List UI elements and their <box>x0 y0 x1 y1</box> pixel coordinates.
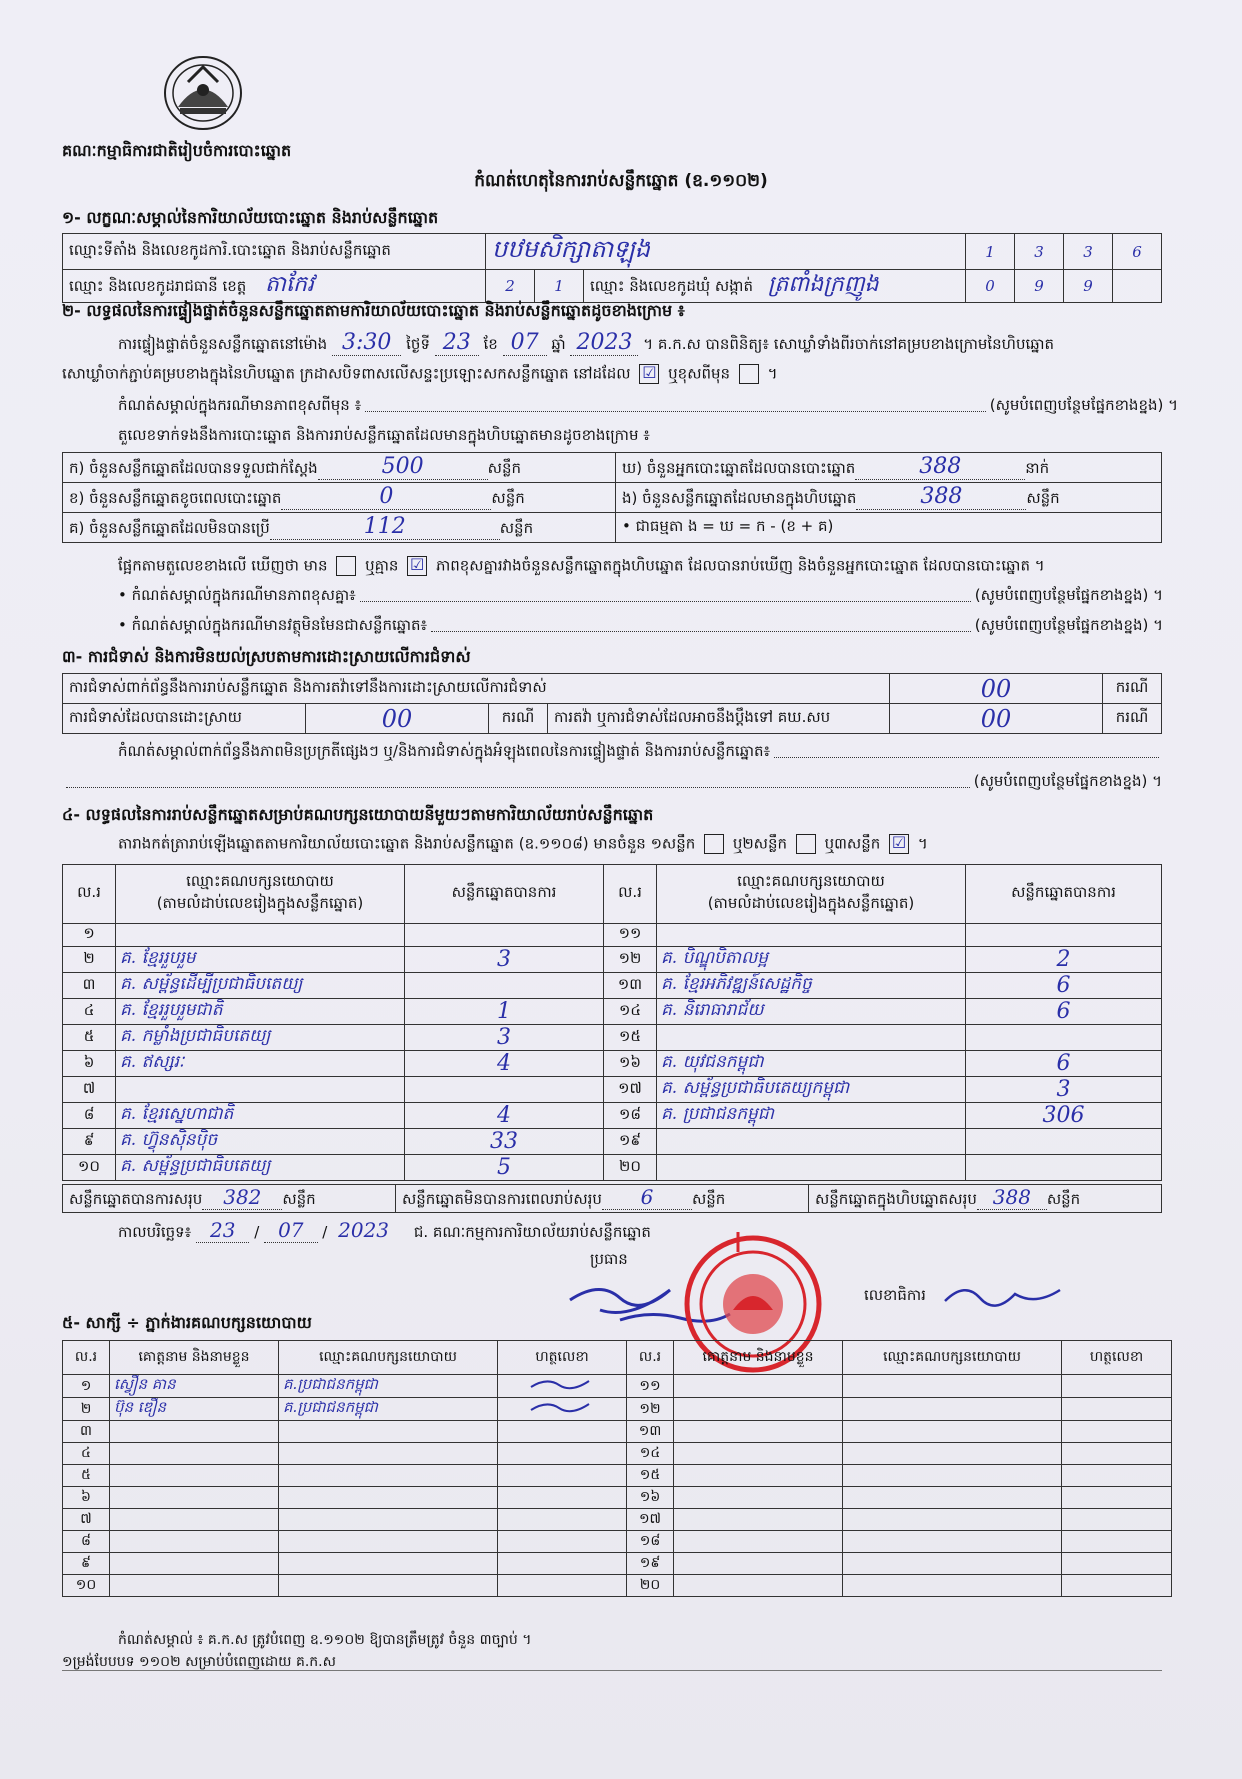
witness-party <box>279 1553 498 1575</box>
vote-count <box>966 1129 1162 1155</box>
row-no: ១៣ <box>604 973 657 999</box>
col-sign: ហត្ថលេខា <box>498 1341 627 1375</box>
commune-code-digit: 9 <box>1064 270 1113 303</box>
tally-sheet-line <box>118 834 928 857</box>
appeal-value: 00 <box>890 704 1103 734</box>
footer-text: ១ម្រង់បែបបទ ១១០២ សម្រាប់បំពេញដោយ គ.ក.ស <box>62 1654 336 1670</box>
site-code-digit: 3 <box>1064 234 1113 270</box>
table-row <box>63 947 1162 973</box>
province-value: តាកែវ <box>265 272 314 297</box>
seal-note-suffix: (សូមបំពេញបន្ថែមផ្នែកខាងខ្នង) ។ <box>989 396 1178 414</box>
row-no: ១០ <box>63 1155 116 1181</box>
row-no: ៥ <box>63 1465 110 1487</box>
vote-count: 3 <box>405 947 604 973</box>
tally-end: ។ <box>917 834 928 853</box>
tally-sheet-label: តារាងកត់ត្រារាប់ឡើងឆ្នោតតាមការិយាល័យបោះឆ្នោត និងរាប់សន្លឹកឆ្នោត (ឧ.១១០៨) មានចំនួន ១សន្លឹក <box>118 834 696 853</box>
commune-code-digit: 0 <box>966 270 1015 303</box>
objections-value: 00 <box>890 674 1103 704</box>
witness-party <box>843 1575 1062 1597</box>
table-row <box>63 1375 1172 1398</box>
vote-count: 1 <box>405 999 604 1025</box>
date-year: 2023 <box>338 1218 390 1242</box>
bullet2-suffix: (សូមបំពេញបន្ថែមផ្នែកខាងខ្នង) ។ <box>974 616 1163 634</box>
row-no: ១០ <box>63 1575 110 1597</box>
row-no: ២ <box>63 1398 110 1421</box>
witness-party <box>843 1465 1062 1487</box>
table-row <box>63 1421 1172 1443</box>
table-row <box>63 924 1162 947</box>
table-row <box>63 973 1162 999</box>
unused-value: 112 <box>270 514 500 540</box>
witness-name <box>674 1575 843 1597</box>
witness-party <box>843 1487 1062 1509</box>
vote-count: 6 <box>966 999 1162 1025</box>
unit-label: ករណី <box>1103 704 1162 734</box>
vote-count: 3 <box>966 1077 1162 1103</box>
col-no: ល.រ <box>63 865 116 924</box>
row-no: ៦ <box>63 1051 116 1077</box>
vote-count: 4 <box>405 1103 604 1129</box>
vote-count: 3 <box>405 1025 604 1051</box>
row-no: ១១ <box>604 924 657 947</box>
site-code-digit: 1 <box>966 234 1015 270</box>
row-no: ១ <box>63 924 116 947</box>
table-row <box>63 1398 1172 1421</box>
witness-signature <box>1062 1575 1172 1597</box>
party-name <box>657 924 966 947</box>
vote-count: 6 <box>966 973 1162 999</box>
party-name: គ. សម្ព័ន្ធប្រជាធិបតេយ្យ <box>116 1155 405 1181</box>
col-no: ល.រ <box>63 1341 110 1375</box>
party-name: គ. និរោធារាជ័យ <box>657 999 966 1025</box>
witness-signature <box>498 1487 627 1509</box>
witness-party <box>279 1575 498 1597</box>
col-party: ឈ្មោះគណបក្សនយោបាយ <box>279 1341 498 1375</box>
verify-line <box>118 330 1054 357</box>
sheets-2-label: ឬ២សន្លឹក <box>732 834 788 853</box>
table-row <box>63 1487 1172 1509</box>
row-no: ៦ <box>63 1487 110 1509</box>
party-name: គ. សម្ព័ន្ធដើម្បីប្រជាធិបតេយ្យ <box>116 973 405 999</box>
witness-name <box>110 1487 279 1509</box>
site-code-digit: 6 <box>1113 234 1162 270</box>
section3-heading: ៣- ការជំទាស់ និងការមិនយល់ស្របតាមការដោះស្រាយលើការជំទាស់ <box>62 647 471 666</box>
changed-checkbox[interactable] <box>739 364 759 384</box>
verify-month: 07 <box>503 330 547 356</box>
row-no: ១២ <box>627 1398 674 1421</box>
changed-label: ឬខុសពីមុន <box>668 364 731 383</box>
date-day: 23 <box>196 1218 249 1243</box>
voters-label: ឃ) ចំនួនអ្នកបោះឆ្នោតដែលបានបោះឆ្នោត <box>622 459 856 477</box>
witness-signature <box>1062 1487 1172 1509</box>
witness-signature <box>1062 1421 1172 1443</box>
witness-signature <box>498 1443 627 1465</box>
table-row <box>63 1155 1162 1181</box>
resolved-label: ការជំទាស់ដែលបានដោះស្រាយ <box>63 704 306 734</box>
irregularity-note-line <box>118 742 1163 764</box>
row-no: ៨ <box>63 1531 110 1553</box>
signature-scribble <box>527 1375 597 1393</box>
commune-label: ឈ្មោះ និងលេខកូដឃុំ សង្កាត់ <box>590 277 753 295</box>
received-label: ក) ចំនួនសន្លឹកឆ្នោតដែលបានទទួលជាក់ស្តែង <box>69 459 318 477</box>
seal-line <box>62 364 778 387</box>
party-name: គ. យុវជនកម្ពុជា <box>657 1051 966 1077</box>
sheets-3-label: ឬ៣សន្លឹក <box>824 834 881 853</box>
row-no: ៤ <box>63 1443 110 1465</box>
sheets-checked-checkbox[interactable]: ☑ <box>889 834 909 854</box>
witness-name <box>674 1509 843 1531</box>
witness-signature <box>1062 1398 1172 1421</box>
formula: • ជាធម្មតា ង = ឃ = ក - (ខ + គ) <box>616 513 1162 543</box>
vote-count: 33 <box>405 1129 604 1155</box>
party-name: គ. សម្ព័ន្ធប្រជាធិបតេយ្យកម្ពុជា <box>657 1077 966 1103</box>
witness-signature <box>1062 1509 1172 1531</box>
verify-day: 23 <box>435 330 479 356</box>
witness-party <box>843 1421 1062 1443</box>
unit-label: សន្លឹក <box>282 1190 316 1208</box>
row-no: ១២ <box>604 947 657 973</box>
witness-name <box>674 1421 843 1443</box>
ballot-figures-table <box>62 452 1162 543</box>
verify-time: 3:30 <box>332 330 401 356</box>
site-code-digit: 3 <box>1015 234 1064 270</box>
row-no: ៤ <box>63 999 116 1025</box>
commune-value: ត្រពាំងក្រញូង <box>767 272 879 297</box>
party-name <box>116 1077 405 1103</box>
table-row <box>63 1575 1172 1597</box>
party-name: គ. ឥស្សរៈ <box>116 1051 405 1077</box>
row-no: ២ <box>63 947 116 973</box>
secretary-signature <box>940 1276 1070 1316</box>
chair-label: ប្រធាន <box>590 1250 628 1268</box>
row-no: ១៤ <box>627 1443 674 1465</box>
site-name-value: បឋមសិក្សាតាឡុង <box>486 234 966 270</box>
row-no: ១៥ <box>627 1465 674 1487</box>
date-month: 07 <box>264 1218 317 1243</box>
witness-party <box>279 1487 498 1509</box>
discrepancy-has-label: ផ្អែកតាមតួលេខខាងលើ ឃើញថា មាន <box>118 556 328 575</box>
box-total-value: 388 <box>977 1185 1047 1210</box>
site-name-label: ឈ្មោះទីតាំង និងលេខកូដការិ.បោះឆ្នោត និងរាប់សន្លឹកឆ្នោត <box>63 234 486 270</box>
table-row <box>63 1025 1162 1051</box>
row-no: ២០ <box>627 1575 674 1597</box>
witness-name <box>674 1398 843 1421</box>
table-row <box>63 1443 1172 1465</box>
sheets-2-checkbox[interactable] <box>704 834 724 854</box>
discrepancy-text: ភាពខុសគ្នារវាងចំនួនសន្លឹកឆ្នោតក្នុងហិបឆ្នោត ដែលបានរាប់ឃើញ និងចំនួនអ្នកបោះឆ្នោត ដែលបានបោះឆ្នោត ។ <box>435 556 1045 575</box>
resolved-value: 00 <box>306 704 489 734</box>
party-name: គ. ខ្មែរស្នេហាជាតិ <box>116 1103 405 1129</box>
col-party-sub: (តាមលំដាប់លេខរៀងក្នុងសន្លឹកឆ្នោត) <box>707 894 915 912</box>
party-name: គ. ខ្មែររួបរួមជាតិ <box>116 999 405 1025</box>
irregularity-suffix: (សូមបំពេញបន្ថែមផ្នែកខាងខ្នង) ។ <box>973 772 1162 790</box>
witness-name <box>110 1509 279 1531</box>
vote-count: 2 <box>966 947 1162 973</box>
verify-day-label: ថ្ងៃទី <box>406 335 430 353</box>
unused-label: គ) ចំនួនសន្លឹកឆ្នោតដែលមិនបានប្រើ <box>69 519 270 537</box>
in-box-label: ង) ចំនួនសន្លឹកឆ្នោតដែលមានក្នុងហិបឆ្នោត <box>622 489 857 507</box>
secretary <box>864 1286 926 1308</box>
party-name: គ. កម្លាំងប្រជាធិបតេយ្យ <box>116 1025 405 1051</box>
unit-label: សន្លឹក <box>491 489 525 507</box>
col-party: ឈ្មោះគណបក្សនយោបាយ <box>843 1341 1062 1375</box>
table-row <box>63 1051 1162 1077</box>
witness-party: គ.ប្រជាជនកម្ពុជា <box>279 1375 498 1398</box>
row-no: ៣ <box>63 973 116 999</box>
witness-signature <box>498 1531 627 1553</box>
witness-name: ប៊ុន ឌឿន <box>110 1398 279 1421</box>
table-row <box>63 1553 1172 1575</box>
party-name <box>657 1155 966 1181</box>
witness-party <box>843 1398 1062 1421</box>
vote-count <box>966 1025 1162 1051</box>
in-box-value: 388 <box>856 484 1026 510</box>
col-party-title: ឈ្មោះគណបក្សនយោបាយ <box>737 872 885 890</box>
witness-name <box>674 1487 843 1509</box>
witness-signature <box>1062 1443 1172 1465</box>
objections-label: ការជំទាស់ពាក់ព័ន្ធនឹងការរាប់សន្លឹកឆ្នោត និងការតវ៉ាទៅនឹងការដោះស្រាយលើការជំទាស់ <box>63 674 890 704</box>
vote-count <box>966 924 1162 947</box>
seal-text: សោឃ្លាំចាក់ភ្ជាប់គម្របខាងក្នុងនៃហិបឆ្នោត ក្រដាសបិទពាសលើសន្ទះប្រឡោះសកសន្លឹកឆ្នោត នៅដដែល <box>62 364 631 383</box>
seal-note-line <box>118 396 1178 418</box>
party-name <box>657 1025 966 1051</box>
table-row <box>63 1129 1162 1155</box>
page-title: កំណត់ហេតុនៃការរាប់សន្លឹកឆ្នោត (ឧ.១១០២) <box>474 171 768 191</box>
witness-party <box>843 1553 1062 1575</box>
committee-name: គណៈកម្មាធិការជាតិរៀបចំការបោះឆ្នោត <box>62 141 292 160</box>
witness-party <box>279 1443 498 1465</box>
unit-label: សន្លឹក <box>1046 1190 1081 1208</box>
valid-total-label: សន្លឹកឆ្នោតបានការសរុប <box>69 1190 203 1208</box>
spoiled-value: 0 <box>281 484 491 510</box>
witness-name <box>674 1443 843 1465</box>
received-value: 500 <box>318 454 488 480</box>
appeal-label: ការតវ៉ា ឬការជំទាស់ដែលអាចនឹងប្តឹងទៅ គឃ.សប <box>548 704 890 734</box>
vote-count: 5 <box>405 1155 604 1181</box>
col-name: គោត្តនាម និងនាមខ្លួន <box>674 1341 843 1375</box>
unchanged-checkbox[interactable]: ☑ <box>639 364 659 384</box>
party-name <box>116 924 405 947</box>
verify-month-label: ខែ <box>483 335 498 353</box>
date-label: កាលបរិច្ឆេទ៖ <box>118 1223 192 1241</box>
witness-signature <box>498 1398 627 1421</box>
witness-name <box>110 1421 279 1443</box>
valid-total-value: 382 <box>202 1185 282 1210</box>
col-no: ល.រ <box>604 865 657 924</box>
voters-value: 388 <box>855 454 1025 480</box>
party-name: គ. ហ៊្វុនស៊ិនប៉ិច <box>116 1129 405 1155</box>
party-name: គ. បិណ្ឌុបិតាលម្អ <box>657 947 966 973</box>
witness-name <box>674 1553 843 1575</box>
row-no: ៩ <box>63 1129 116 1155</box>
row-no: ១ <box>63 1375 110 1398</box>
discrepancy-line <box>118 556 1045 579</box>
irregularity-fill-line <box>62 772 1162 794</box>
witness-name <box>674 1375 843 1398</box>
witness-signature <box>1062 1553 1172 1575</box>
row-no: ១៦ <box>604 1051 657 1077</box>
witness-name <box>674 1531 843 1553</box>
witness-name: ស្វឿន គាន <box>110 1375 279 1398</box>
witness-name <box>110 1553 279 1575</box>
bullet1-label: • កំណត់សម្គាល់ក្នុងករណីមានភាពខុសគ្នា៖ <box>118 586 356 604</box>
invalid-total-value: 6 <box>602 1185 692 1210</box>
row-no: ១៧ <box>604 1077 657 1103</box>
party-name: គ. ខ្មែរអភិវឌ្ឍន៍សេដ្ឋកិច្ច <box>657 973 966 999</box>
row-no: ១៦ <box>627 1487 674 1509</box>
discrepancy-none-checkbox[interactable]: ☑ <box>407 556 427 576</box>
witness-signature <box>498 1575 627 1597</box>
witness-party <box>843 1509 1062 1531</box>
bullet2-line <box>118 616 1163 638</box>
section1-heading: ១- លក្ខណៈសម្គាល់នៃការិយាល័យបោះឆ្នោត និងរាប់សន្លឹកឆ្នោត <box>62 208 439 227</box>
row-no: ១៥ <box>604 1025 657 1051</box>
witness-signature <box>498 1509 627 1531</box>
secretary-label: លេខាធិការ <box>864 1286 926 1304</box>
signature-scribble <box>527 1398 597 1416</box>
table-row <box>63 999 1162 1025</box>
witness-party <box>843 1375 1062 1398</box>
row-no: ៧ <box>63 1509 110 1531</box>
witness-signature <box>1062 1531 1172 1553</box>
province-code-digit: 1 <box>535 270 584 302</box>
bullet1-suffix: (សូមបំពេញបន្ថែមផ្នែកខាងខ្នង) ។ <box>974 586 1163 604</box>
table-row <box>63 1465 1172 1487</box>
vote-count: 4 <box>405 1051 604 1077</box>
totals-table <box>62 1184 1162 1213</box>
col-name: គោត្តនាម និងនាមខ្លួន <box>110 1341 279 1375</box>
seal-note-label: កំណត់សម្គាល់ក្នុងករណីមានភាពខុសពីមុន ៖ <box>118 396 362 414</box>
invalid-total-label: សន្លឹកឆ្នោតមិនបានការពេលរាប់សរុប <box>402 1190 602 1208</box>
row-no: ៩ <box>63 1553 110 1575</box>
witness-signature <box>498 1465 627 1487</box>
witness-party: គ.ប្រជាជនកម្ពុជា <box>279 1398 498 1421</box>
vote-count <box>405 1077 604 1103</box>
col-sign: ហត្ថលេខា <box>1062 1341 1172 1375</box>
col-no: ល.រ <box>627 1341 674 1375</box>
row-no: ៧ <box>63 1077 116 1103</box>
verify-text: ។ គ.ក.ស បានពិនិត្យ៖ សោឃ្លាំទាំងពីរចាក់នៅគម្របខាងក្រោមនៃហិបឆ្នោត <box>643 335 1055 353</box>
row-no: ៨ <box>63 1103 116 1129</box>
unit-label: សន្លឹក <box>1026 489 1060 507</box>
witness-party <box>843 1531 1062 1553</box>
witness-party <box>843 1443 1062 1465</box>
province-label: ឈ្មោះ និងលេខកូដរាជធានី ខេត្ត <box>69 277 247 295</box>
vote-count <box>405 973 604 999</box>
sheets-3-checkbox[interactable] <box>796 834 816 854</box>
section2-heading: ២- លទ្ធផលនៃការផ្ទៀងផ្ទាត់ចំនួនសន្លឹកឆ្នោតតាមការិយាល័យបោះឆ្នោត និងរាប់សន្លឹកឆ្នោតដូចខាងក្រោម ៖ <box>62 301 685 320</box>
bullet1-line <box>118 586 1163 608</box>
witness-name <box>674 1465 843 1487</box>
irregularity-note-label: កំណត់សម្គាល់ពាក់ព័ន្ធនឹងភាពមិនប្រក្រតីផ្សេងៗ ឬ/និងការជំទាស់ក្នុងអំឡុងពេលនៃការផ្ទៀងផ្ទាត់ និងការរាប់សន្លឹកឆ្នោត៖ <box>118 742 771 760</box>
col-votes: សន្លឹកឆ្នោតបានការ <box>405 865 604 924</box>
sign-for: ជ. គណៈកម្មការការិយាល័យរាប់សន្លឹកឆ្នោត <box>413 1223 651 1241</box>
witness-name <box>110 1443 279 1465</box>
row-no: ៣ <box>63 1421 110 1443</box>
row-no: ១៩ <box>604 1129 657 1155</box>
vote-count: 306 <box>966 1103 1162 1129</box>
footnote: កំណត់សម្គាល់ ៖ គ.ក.ស ត្រូវបំពេញ ឧ.១១០២ ឱ្យបានត្រឹមត្រូវ ចំនួន ៣ច្បាប់ ។ <box>118 1632 532 1648</box>
seal-end: ។ <box>767 364 778 383</box>
box-total-label: សន្លឹកឆ្នោតក្នុងហិបឆ្នោតសរុប <box>815 1190 977 1208</box>
vote-count <box>966 1155 1162 1181</box>
verify-time-label: ការផ្ទៀងផ្ទាត់ចំនួនសន្លឹកឆ្នោតនៅម៉ោង <box>118 335 328 353</box>
witness-signature <box>498 1553 627 1575</box>
table-row <box>63 1103 1162 1129</box>
table-row <box>63 1509 1172 1531</box>
province-code-digit: 2 <box>486 270 535 302</box>
party-name <box>657 1129 966 1155</box>
unit-label: ករណី <box>489 704 548 734</box>
witness-signature <box>498 1375 627 1398</box>
row-no: ១៧ <box>627 1509 674 1531</box>
table-row <box>63 1077 1162 1103</box>
witness-party <box>279 1509 498 1531</box>
witness-name <box>110 1575 279 1597</box>
section5-heading: ៥- សាក្សី ÷ ភ្នាក់ងារគណបក្សនយោបាយ <box>62 1313 312 1332</box>
witness-name <box>110 1531 279 1553</box>
unit-label: សន្លឹក <box>487 459 521 477</box>
results-table <box>62 864 1162 1181</box>
row-no: ១៨ <box>604 1103 657 1129</box>
date-line: កាលបរិច្ឆេទ៖ 23 / 07 / 2023 ជ. គណៈកម្មការការិយាល័យរាប់សន្លឹកឆ្នោត <box>118 1218 651 1242</box>
section4-heading: ៤- លទ្ធផលនៃការរាប់សន្លឹកឆ្នោតសម្រាប់គណបក្សនយោបាយនីមួយៗតាមការិយាល័យរាប់សន្លឹកឆ្នោត <box>62 805 654 824</box>
unit-label: សន្លឹក <box>499 519 534 537</box>
objections-table <box>62 673 1162 734</box>
vote-count: 6 <box>966 1051 1162 1077</box>
row-no: ៥ <box>63 1025 116 1051</box>
col-party-title: ឈ្មោះគណបក្សនយោបាយ <box>186 872 334 890</box>
nec-emblem-icon <box>158 52 248 134</box>
row-no: ១៩ <box>627 1553 674 1575</box>
discrepancy-yes-checkbox[interactable] <box>336 556 356 576</box>
witness-signature <box>1062 1375 1172 1398</box>
col-votes: សន្លឹកឆ្នោតបានការ <box>966 865 1162 924</box>
party-name: គ. ប្រជាជនកម្ពុជា <box>657 1103 966 1129</box>
row-no: ១៨ <box>627 1531 674 1553</box>
section1-table <box>62 233 1162 303</box>
party-name: គ. ខ្មែររួបរួម <box>116 947 405 973</box>
row-no: ១១ <box>627 1375 674 1398</box>
col-party-sub: (តាមលំដាប់លេខរៀងក្នុងសន្លឹកឆ្នោត) <box>156 894 364 912</box>
col-party <box>657 865 966 924</box>
witness-table <box>62 1340 1172 1597</box>
witness-party <box>279 1531 498 1553</box>
verify-year-label: ឆ្នាំ <box>551 335 566 353</box>
row-no: ២០ <box>604 1155 657 1181</box>
table-row <box>63 1531 1172 1553</box>
spoiled-label: ខ) ចំនួនសន្លឹកឆ្នោតខូចពេលបោះឆ្នោត <box>69 489 282 507</box>
unit-label: នាក់ <box>1025 459 1050 477</box>
unit-label: ករណី <box>1103 674 1162 704</box>
witness-party <box>279 1465 498 1487</box>
row-no: ១៣ <box>627 1421 674 1443</box>
bullet2-label: • កំណត់សម្គាល់ក្នុងករណីមានវត្ថុមិនមែនជាសន្លឹកឆ្នោត៖ <box>118 616 428 634</box>
commune-code-digit: 9 <box>1015 270 1064 303</box>
figures-intro: តួលេខទាក់ទងនឹងការបោះឆ្នោត និងការរាប់សន្លឹកឆ្នោតដែលមានក្នុងហិបឆ្នោតមានដូចខាងក្រោម ៖ <box>118 426 650 444</box>
witness-name <box>110 1465 279 1487</box>
discrepancy-none-label: ឬគ្មាន <box>365 556 399 575</box>
vote-count <box>405 924 604 947</box>
witness-signature <box>498 1421 627 1443</box>
witness-signature <box>1062 1465 1172 1487</box>
witness-party <box>279 1421 498 1443</box>
verify-year: 2023 <box>570 330 638 356</box>
unit-label: សន្លឹក <box>691 1190 726 1208</box>
col-party <box>116 865 405 924</box>
row-no: ១៤ <box>604 999 657 1025</box>
